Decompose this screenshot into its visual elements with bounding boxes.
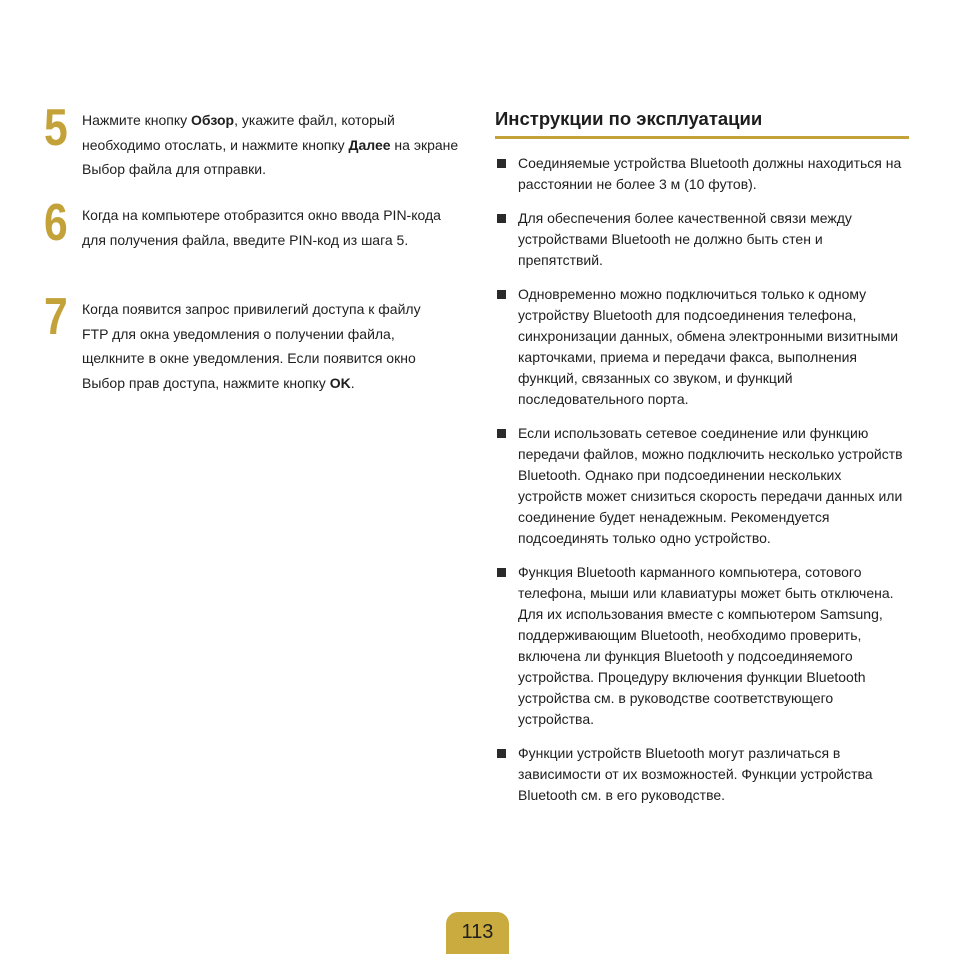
step-text — [82, 108, 467, 182]
list-item — [495, 153, 909, 195]
instruction-list — [495, 153, 909, 806]
list-item — [495, 562, 909, 730]
square-bullet-icon — [497, 749, 506, 758]
button-name-next: Далее — [348, 136, 391, 153]
list-item — [495, 423, 909, 549]
step-text-part: Нажмите кнопку — [82, 112, 192, 128]
list-item — [495, 284, 909, 410]
square-bullet-icon — [497, 568, 506, 577]
step-text-part: Когда появится запрос привилегий доступа к файлу FTP для окна уведомления о получении файла, щелкните в окне уведомления. Если появится окно Выбор прав доступа, нажмите кнопку — [82, 301, 421, 391]
list-item-text: Функция Bluetooth карманного компьютера, сотового телефона, мыши или клавиатуры может быть отключена. Для их использования вместе с компьютером Samsung, поддерживающим Bluetooth, необходимо проверить, включена ли функция Bluetooth у подсоединяемого устройства. Процедуру включения функции Bluetooth устройства см. в руководстве соответствующего устройства. — [518, 564, 894, 727]
step-text-part: на экране Выбор файла для отправки. — [82, 136, 459, 177]
square-bullet-icon — [497, 214, 506, 223]
button-name-browse: Обзор — [191, 112, 235, 128]
square-bullet-icon — [497, 159, 506, 168]
page-number-tab — [446, 912, 509, 954]
section-title: Инструкции по эксплуатации — [495, 108, 763, 129]
list-item-text: Соединяемые устройства Bluetooth должны находиться на расстоянии не более 3 м (10 футов). — [518, 155, 902, 192]
step-text-part: , укажите файл, который необходимо отослать, и нажмите кнопку — [82, 112, 395, 153]
step-number: 5 — [44, 99, 68, 157]
page-number: 113 — [461, 921, 494, 943]
step-number: 7 — [44, 288, 68, 346]
operating-instructions-section — [495, 106, 909, 819]
step-text — [82, 203, 467, 252]
list-item-text: Для обеспечения более качественной связи между устройствами Bluetooth не должно быть стен и препятствий. — [518, 210, 852, 268]
step-text — [82, 297, 442, 395]
square-bullet-icon — [497, 429, 506, 438]
button-name-ok: OK — [329, 374, 351, 391]
list-item — [495, 208, 909, 271]
list-item — [495, 743, 909, 806]
list-item-text: Если использовать сетевое соединение или функцию передачи файлов, можно подключить несколько устройств Bluetooth. Однако при подсоединении нескольких устройств может снизиться скорость передачи данных или соединение будет ненадежным. Рекомендуется подсоединять только одно устройство. — [518, 425, 903, 546]
step-text-part: Когда на компьютере отобразится окно ввода PIN-кода для получения файла, введите PIN-код из шага 5. — [82, 207, 441, 248]
square-bullet-icon — [497, 290, 506, 299]
list-item-text: Функции устройств Bluetooth могут различаться в зависимости от их возможностей. Функции устройства Bluetooth см. в его руководстве. — [518, 745, 873, 803]
list-item-text: Одновременно можно подключиться только к одному устройству Bluetooth для подсоединения телефона, синхронизации данных, обмена электронными визитными карточками, приема и передачи факса, выполнения функций, связанных со звуком, и функций последовательного порта. — [518, 286, 899, 407]
title-underline — [495, 136, 909, 139]
step-number: 6 — [44, 194, 68, 252]
step-text-part: . — [350, 374, 355, 391]
